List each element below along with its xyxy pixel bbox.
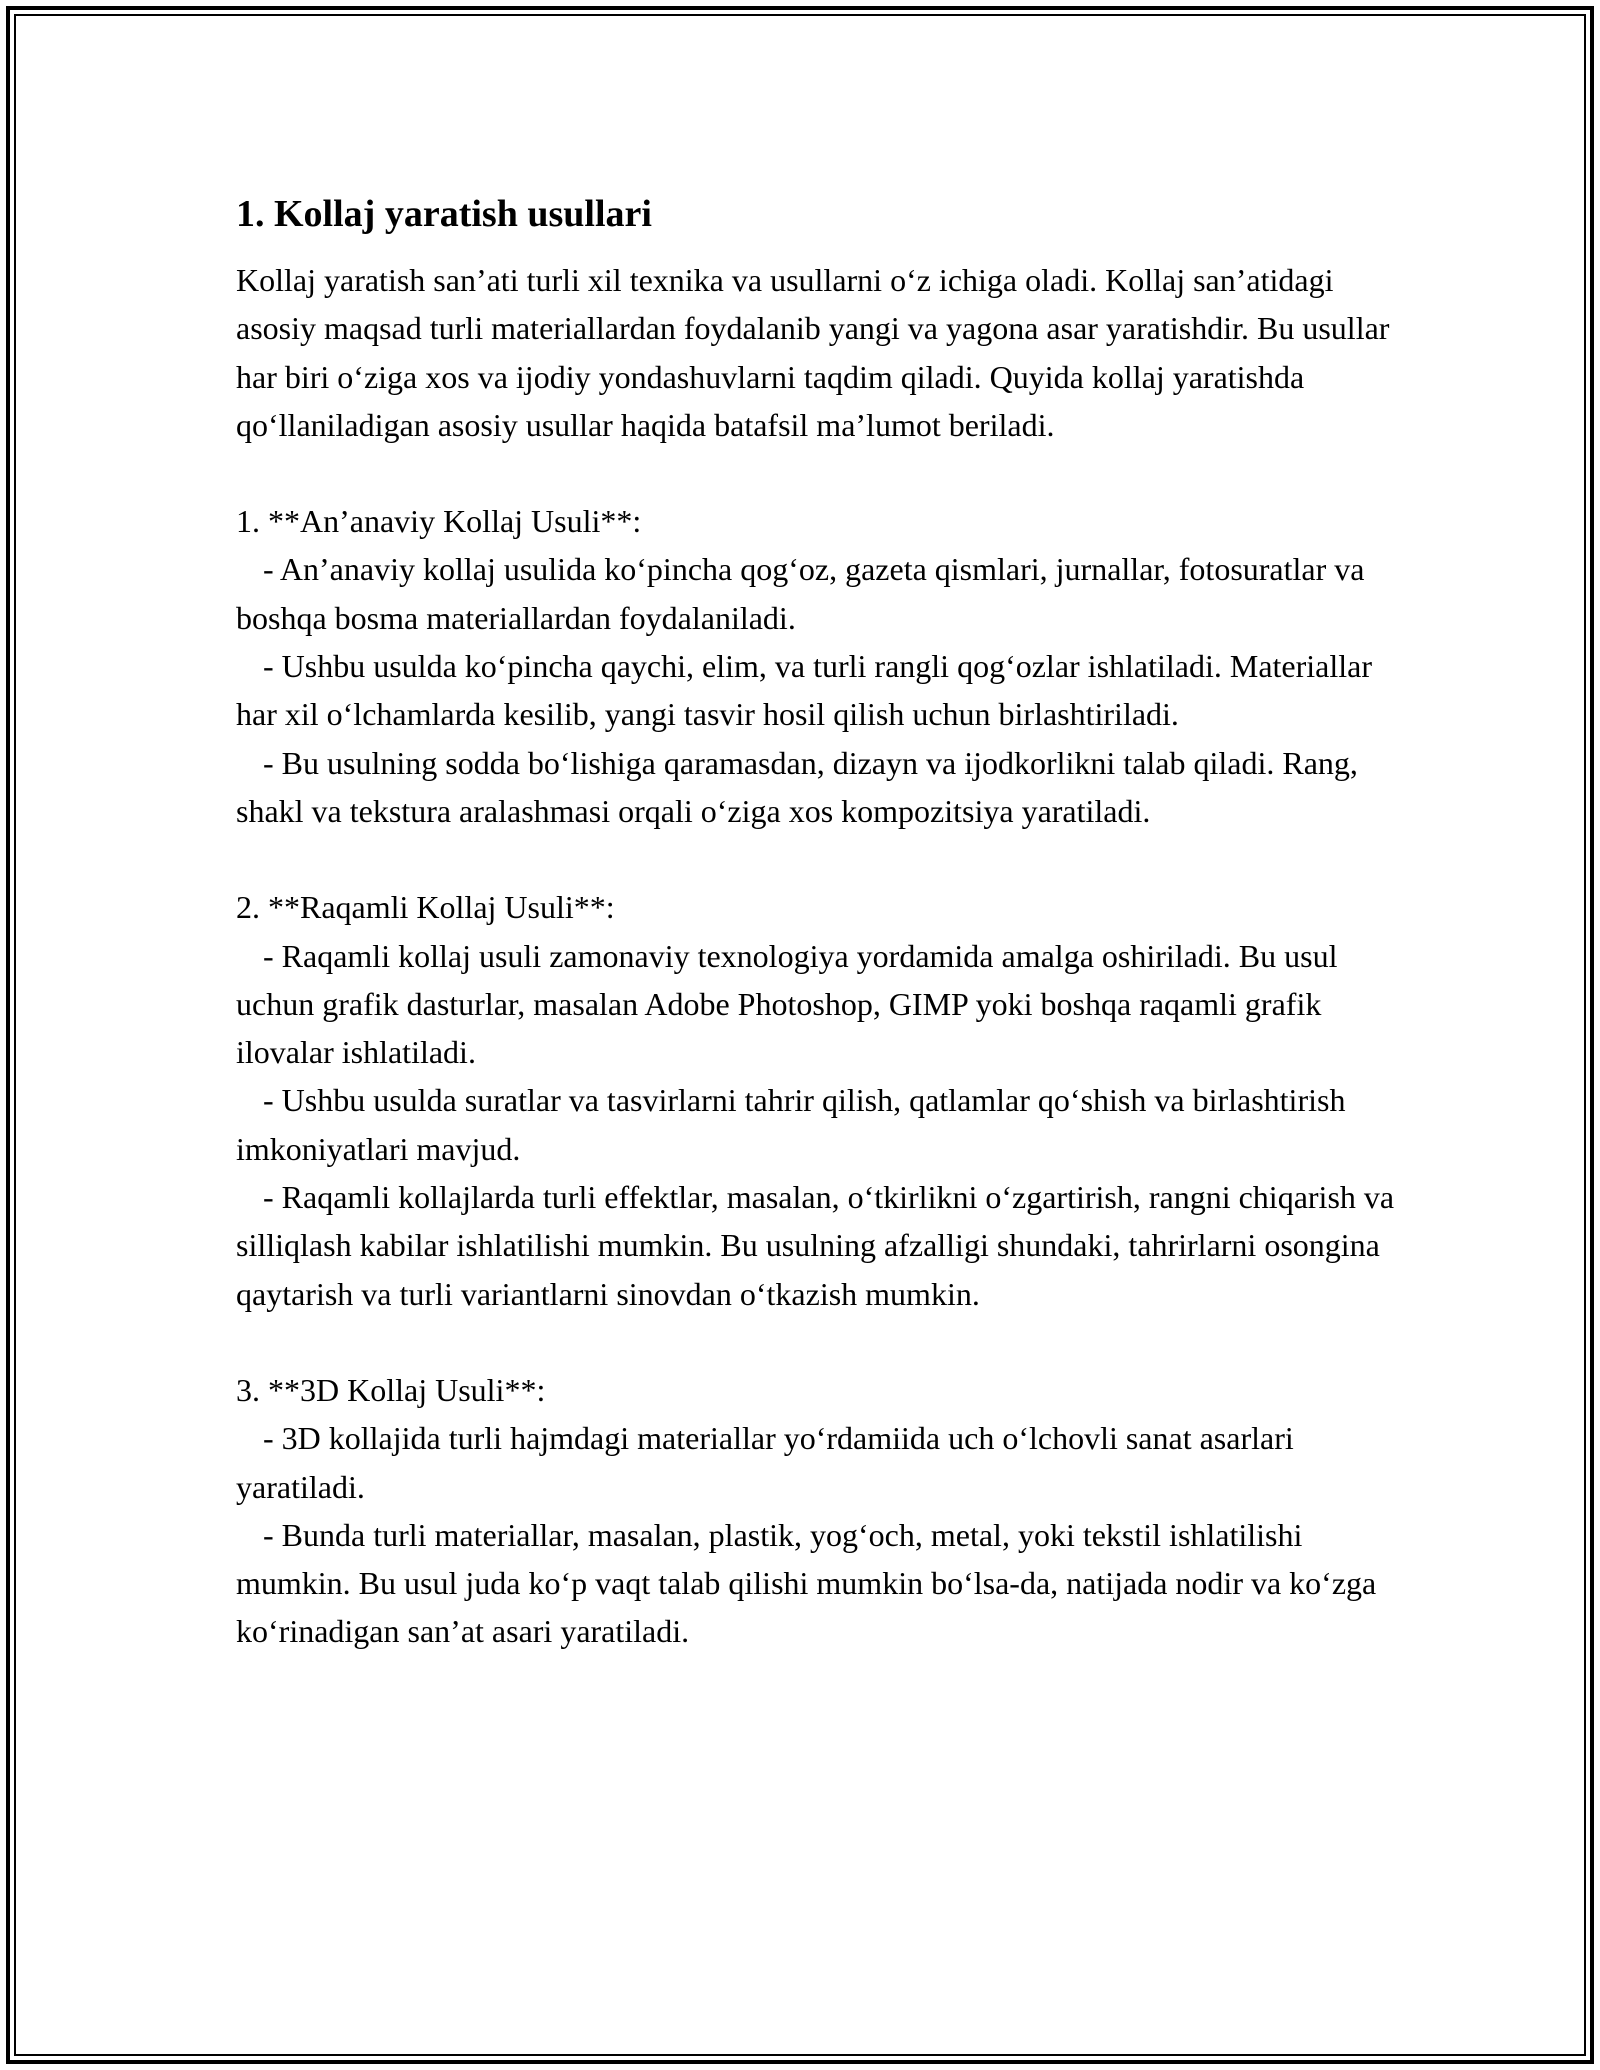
document-body xyxy=(236,186,1396,1656)
section-title: 3. **3D Kollaj Usuli**: xyxy=(236,1371,546,1408)
list-item: - Ushbu usulda suratlar va tasvirlarni tahrir qilish, qatlamlar qo‘shish va birlashtirish imkoniyatlari mavjud. xyxy=(236,1082,1346,1167)
list-item: - Bu usulning sodda bo‘lishiga qaramasdan, dizayn va ijodkorlikni talab qiladi. Rang, shakl va tekstura aralashmasi orqali o‘ziga xos kompozitsiya yaratiladi. xyxy=(236,744,1358,829)
intro-paragraph: Kollaj yaratish san’ati turli xil texnika va usullarni o‘z ichiga oladi. Kollaj san’atidagi asosiy maqsad turli materiallardan foydalanib yangi va yagona asar yaratishdir. Bu usullar har biri o‘ziga xos va ijodiy yondashuvlarni taqdim qiladi. Quyida kollaj yaratishda qo‘llaniladigan asosiy usullar haqida batafsil ma’lumot beriladi. xyxy=(236,262,1390,443)
section-3d-collage xyxy=(236,1366,1396,1656)
section-title: 2. **Raqamli Kollaj Usuli**: xyxy=(236,889,615,926)
section-digital-collage xyxy=(236,883,1396,1318)
list-item: - Raqamli kollaj usuli zamonaviy texnologiya yordamida amalga oshiriladi. Bu usul uchun grafik dasturlar, masalan Adobe Photoshop, GIMP yoki boshqa raqamli grafik ilovalar ishlatiladi. xyxy=(236,937,1338,1071)
list-item: - 3D kollajida turli hajmdagi materiallar yo‘rdamiida uch o‘lchovli sanat asarlari yaratiladi. xyxy=(236,1420,1294,1505)
page-title: 1. Kollaj yaratish usullari xyxy=(236,193,652,235)
list-item: - An’anaviy kollaj usulida ko‘pincha qog‘oz, gazeta qismlari, jurnallar, fotosuratlar va boshqa bosma materiallardan foydalaniladi. xyxy=(236,551,1365,636)
list-item: - Bunda turli materiallar, masalan, plastik, yog‘och, metal, yoki tekstil ishlatilishi mumkin. Bu usul juda ko‘p vaqt talab qilishi mumkin bo‘lsa-da, natijada nodir va ko‘zga ko‘rinadigan san’at asari yaratiladi. xyxy=(236,1516,1377,1650)
list-item: - Ushbu usulda ko‘pincha qaychi, elim, va turli rangli qog‘ozlar ishlatiladi. Materiallar har xil o‘lchamlarda kesilib, yangi tasvir hosil qilish uchun birlashtiriladi. xyxy=(236,648,1373,733)
section-title: 1. **An’anaviy Kollaj Usuli**: xyxy=(236,503,642,540)
list-item: - Raqamli kollajlarda turli effektlar, masalan, o‘tkirlikni o‘zgartirish, rangni chiqarish va silliqlash kabilar ishlatilishi mumkin. Bu usulning afzalligi shundaki, tahrirlarni osongina qaytarish va turli variantlarni sinovdan o‘tkazish mumkin. xyxy=(236,1179,1395,1312)
section-traditional-collage xyxy=(236,497,1396,835)
